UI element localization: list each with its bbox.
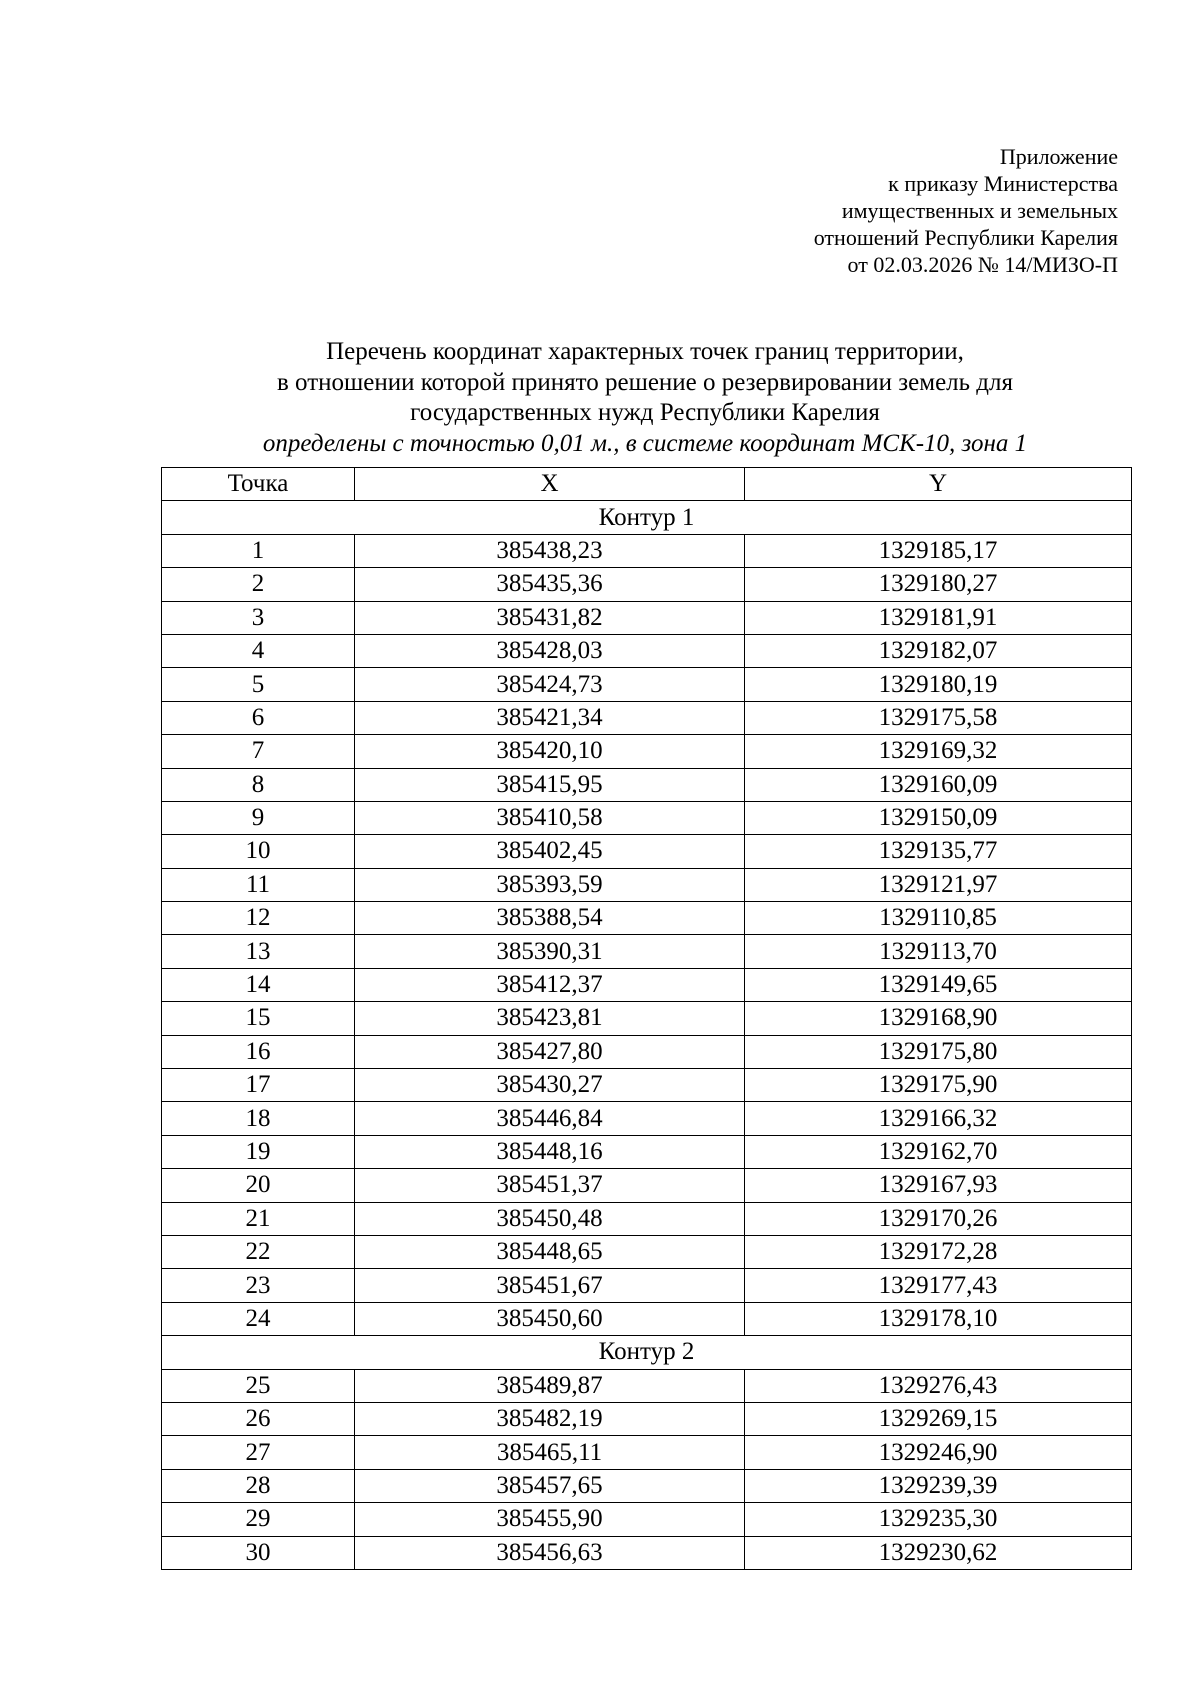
table-row: [162, 935, 1132, 968]
table-row: [162, 1402, 1132, 1435]
table-row: [162, 1369, 1132, 1402]
x-coordinate-cell: 385421,34: [355, 701, 745, 734]
x-coordinate-cell: 385412,37: [355, 968, 745, 1001]
x-coordinate-cell: 385410,58: [355, 801, 745, 834]
x-coordinate-cell: 385450,48: [355, 1202, 745, 1235]
y-coordinate-cell: 1329121,97: [745, 868, 1132, 901]
contour-label: Контур 2: [162, 1336, 1132, 1369]
x-coordinate-cell: 385456,63: [355, 1536, 745, 1569]
x-coordinate-cell: 385420,10: [355, 735, 745, 768]
header-y: Y: [745, 468, 1132, 501]
point-number-cell: 7: [162, 735, 355, 768]
table-row: [162, 902, 1132, 935]
point-number-cell: 19: [162, 1135, 355, 1168]
table-row: [162, 568, 1132, 601]
x-coordinate-cell: 385451,37: [355, 1169, 745, 1202]
table-row: [162, 1536, 1132, 1569]
point-number-cell: 10: [162, 835, 355, 868]
point-number-cell: 1: [162, 534, 355, 567]
table-row: [162, 1436, 1132, 1469]
table-row: [162, 1269, 1132, 1302]
appendix-line: от 02.03.2026 № 14/МИЗО-П: [847, 252, 1118, 277]
appendix-line: отношений Республики Карелия: [813, 225, 1118, 250]
table-row: [162, 1102, 1132, 1135]
table-row: [162, 735, 1132, 768]
y-coordinate-cell: 1329150,09: [745, 801, 1132, 834]
point-number-cell: 14: [162, 968, 355, 1001]
y-coordinate-cell: 1329177,43: [745, 1269, 1132, 1302]
point-number-cell: 28: [162, 1469, 355, 1502]
table-row: [162, 968, 1132, 1001]
y-coordinate-cell: 1329149,65: [745, 968, 1132, 1001]
point-number-cell: 17: [162, 1069, 355, 1102]
coordinates-table: [161, 467, 1132, 1570]
table-row: [162, 868, 1132, 901]
x-coordinate-cell: 385482,19: [355, 1402, 745, 1435]
y-coordinate-cell: 1329169,32: [745, 735, 1132, 768]
point-number-cell: 18: [162, 1102, 355, 1135]
header-x: X: [355, 468, 745, 501]
y-coordinate-cell: 1329178,10: [745, 1302, 1132, 1335]
table-row: [162, 1469, 1132, 1502]
point-number-cell: 5: [162, 668, 355, 701]
table-row: [162, 1503, 1132, 1536]
table-row: [162, 1135, 1132, 1168]
y-coordinate-cell: 1329167,93: [745, 1169, 1132, 1202]
x-coordinate-cell: 385457,65: [355, 1469, 745, 1502]
y-coordinate-cell: 1329175,58: [745, 701, 1132, 734]
x-coordinate-cell: 385489,87: [355, 1369, 745, 1402]
table-row: [162, 634, 1132, 667]
table-row: [162, 701, 1132, 734]
x-coordinate-cell: 385435,36: [355, 568, 745, 601]
x-coordinate-cell: 385423,81: [355, 1002, 745, 1035]
table-row: [162, 668, 1132, 701]
x-coordinate-cell: 385455,90: [355, 1503, 745, 1536]
point-number-cell: 21: [162, 1202, 355, 1235]
x-coordinate-cell: 385448,65: [355, 1235, 745, 1268]
table-row: [162, 801, 1132, 834]
title-line: в отношении которой принято решение о резервировании земель для: [276, 368, 1014, 396]
table-row: [162, 1235, 1132, 1268]
title-line: Перечень координат характерных точек границ территории,: [326, 338, 964, 365]
title-subtitle: определены с точностью 0,01 м., в системе координат МСК-10, зона 1: [262, 429, 1028, 457]
y-coordinate-cell: 1329180,19: [745, 668, 1132, 701]
y-coordinate-cell: 1329269,15: [745, 1402, 1132, 1435]
header-point: Точка: [162, 468, 355, 501]
contour-row: [162, 501, 1132, 534]
table-row: [162, 1202, 1132, 1235]
x-coordinate-cell: 385428,03: [355, 634, 745, 667]
table-row: [162, 601, 1132, 634]
contour-label: Контур 1: [162, 501, 1132, 534]
x-coordinate-cell: 385424,73: [355, 668, 745, 701]
table-row: [162, 835, 1132, 868]
y-coordinate-cell: 1329180,27: [745, 568, 1132, 601]
table-row: [162, 1169, 1132, 1202]
y-coordinate-cell: 1329182,07: [745, 634, 1132, 667]
x-coordinate-cell: 385450,60: [355, 1302, 745, 1335]
table-row: [162, 534, 1132, 567]
y-coordinate-cell: 1329113,70: [745, 935, 1132, 968]
point-number-cell: 4: [162, 634, 355, 667]
y-coordinate-cell: 1329160,09: [745, 768, 1132, 801]
x-coordinate-cell: 385393,59: [355, 868, 745, 901]
x-coordinate-cell: 385430,27: [355, 1069, 745, 1102]
y-coordinate-cell: 1329168,90: [745, 1002, 1132, 1035]
table-body: [162, 501, 1132, 1570]
table-header-row: [162, 468, 1132, 501]
y-coordinate-cell: 1329239,39: [745, 1469, 1132, 1502]
x-coordinate-cell: 385431,82: [355, 601, 745, 634]
y-coordinate-cell: 1329235,30: [745, 1503, 1132, 1536]
point-number-cell: 12: [162, 902, 355, 935]
table-row: [162, 1035, 1132, 1068]
point-number-cell: 20: [162, 1169, 355, 1202]
point-number-cell: 2: [162, 568, 355, 601]
title-line: государственных нужд Республики Карелия: [410, 399, 880, 426]
x-coordinate-cell: 385415,95: [355, 768, 745, 801]
y-coordinate-cell: 1329175,90: [745, 1069, 1132, 1102]
table-row: [162, 1002, 1132, 1035]
point-number-cell: 25: [162, 1369, 355, 1402]
x-coordinate-cell: 385465,11: [355, 1436, 745, 1469]
table-row: [162, 768, 1132, 801]
x-coordinate-cell: 385446,84: [355, 1102, 745, 1135]
x-coordinate-cell: 385448,16: [355, 1135, 745, 1168]
appendix-line: к приказу Министерства: [888, 171, 1118, 196]
y-coordinate-cell: 1329175,80: [745, 1035, 1132, 1068]
x-coordinate-cell: 385427,80: [355, 1035, 745, 1068]
y-coordinate-cell: 1329246,90: [745, 1436, 1132, 1469]
appendix-block: [814, 143, 1118, 278]
y-coordinate-cell: 1329162,70: [745, 1135, 1132, 1168]
y-coordinate-cell: 1329276,43: [745, 1369, 1132, 1402]
contour-row: [162, 1336, 1132, 1369]
point-number-cell: 8: [162, 768, 355, 801]
point-number-cell: 15: [162, 1002, 355, 1035]
point-number-cell: 6: [162, 701, 355, 734]
point-number-cell: 30: [162, 1536, 355, 1569]
appendix-line: Приложение: [999, 144, 1118, 169]
point-number-cell: 9: [162, 801, 355, 834]
table-row: [162, 1069, 1132, 1102]
table-row: [162, 1302, 1132, 1335]
point-number-cell: 13: [162, 935, 355, 968]
x-coordinate-cell: 385390,31: [355, 935, 745, 968]
x-coordinate-cell: 385388,54: [355, 902, 745, 935]
document-title: [160, 337, 1130, 459]
x-coordinate-cell: 385438,23: [355, 534, 745, 567]
y-coordinate-cell: 1329170,26: [745, 1202, 1132, 1235]
y-coordinate-cell: 1329185,17: [745, 534, 1132, 567]
point-number-cell: 23: [162, 1269, 355, 1302]
point-number-cell: 29: [162, 1503, 355, 1536]
x-coordinate-cell: 385451,67: [355, 1269, 745, 1302]
y-coordinate-cell: 1329230,62: [745, 1536, 1132, 1569]
point-number-cell: 27: [162, 1436, 355, 1469]
y-coordinate-cell: 1329181,91: [745, 601, 1132, 634]
y-coordinate-cell: 1329110,85: [745, 902, 1132, 935]
point-number-cell: 11: [162, 868, 355, 901]
y-coordinate-cell: 1329172,28: [745, 1235, 1132, 1268]
point-number-cell: 24: [162, 1302, 355, 1335]
y-coordinate-cell: 1329135,77: [745, 835, 1132, 868]
point-number-cell: 26: [162, 1402, 355, 1435]
y-coordinate-cell: 1329166,32: [745, 1102, 1132, 1135]
x-coordinate-cell: 385402,45: [355, 835, 745, 868]
point-number-cell: 16: [162, 1035, 355, 1068]
appendix-line: имущественных и земельных: [841, 198, 1118, 223]
point-number-cell: 22: [162, 1235, 355, 1268]
point-number-cell: 3: [162, 601, 355, 634]
